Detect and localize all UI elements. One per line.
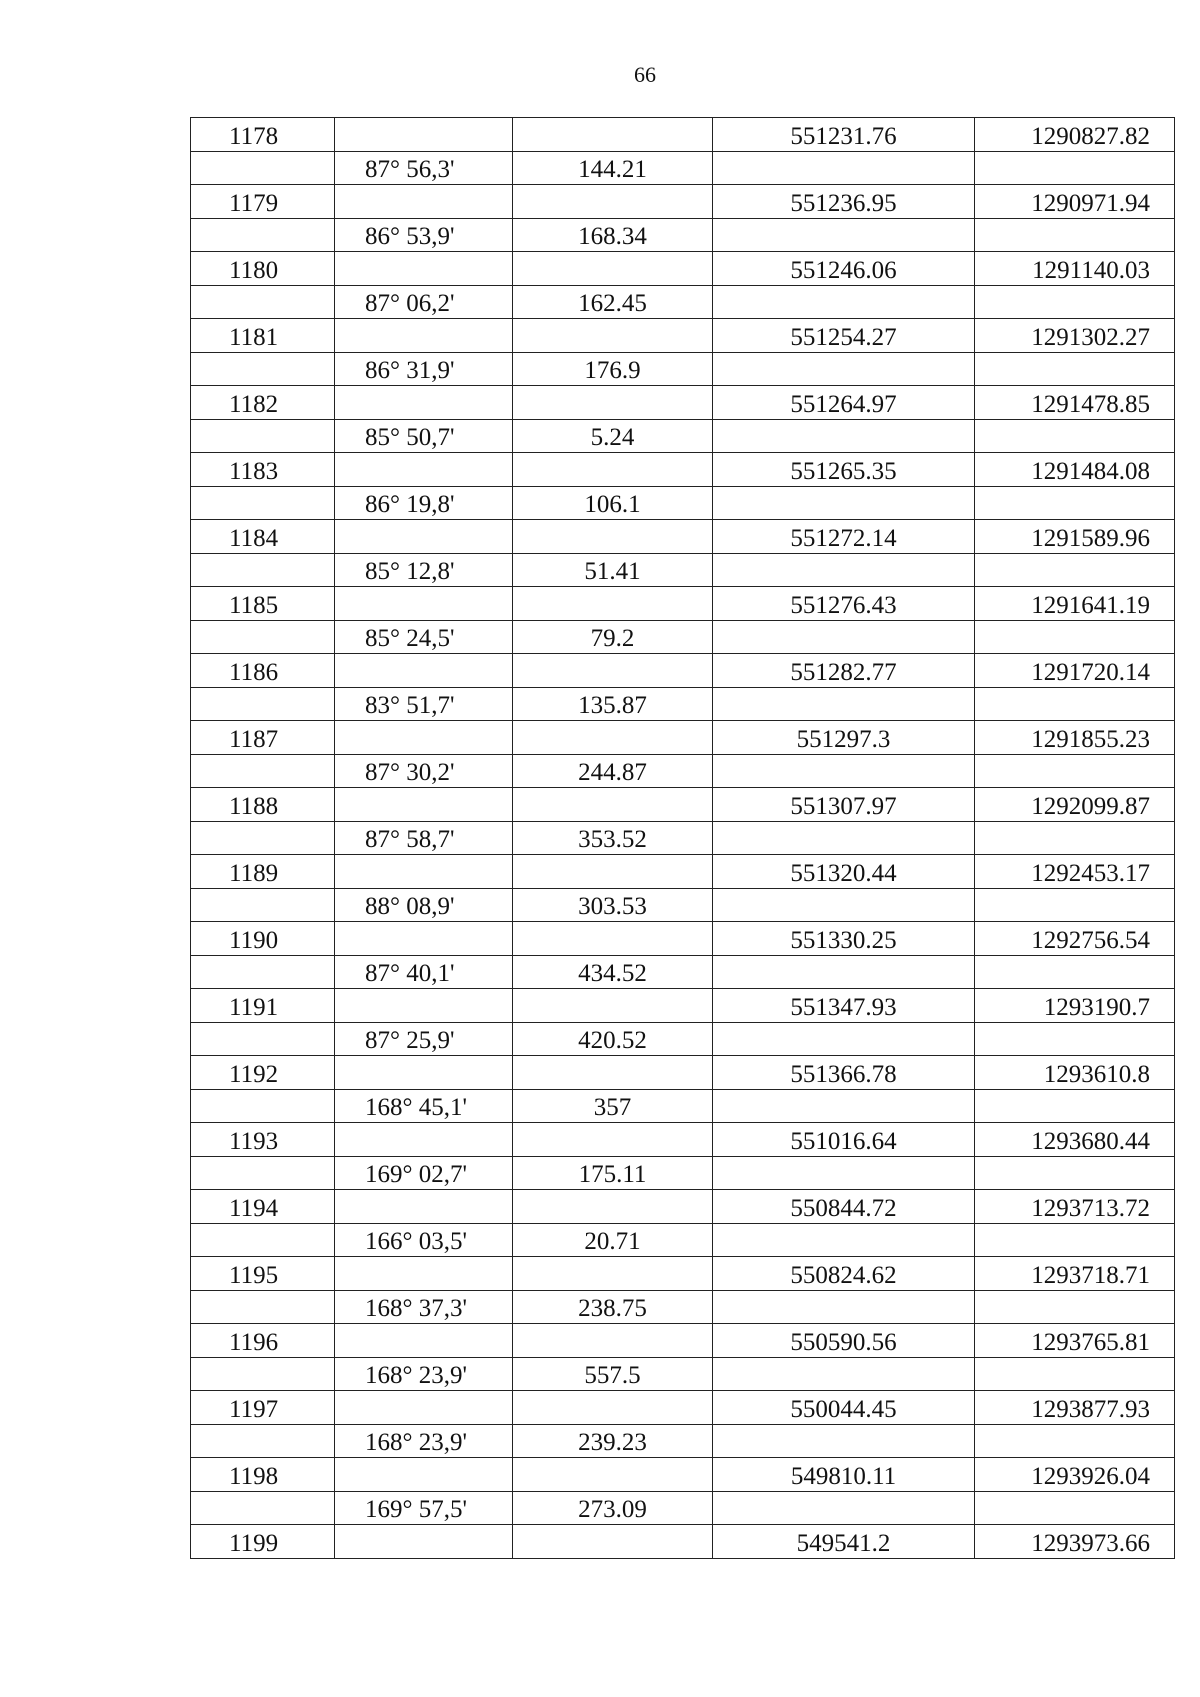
point-id-cell: 1178 — [191, 118, 335, 152]
empty-cell — [713, 553, 975, 587]
empty-cell — [191, 553, 335, 587]
empty-cell — [191, 1223, 335, 1257]
empty-cell — [191, 419, 335, 453]
empty-cell — [335, 185, 513, 219]
coordinates-table — [190, 117, 1175, 1559]
length-cell: 20.71 — [513, 1223, 713, 1257]
point-id-cell: 1182 — [191, 386, 335, 420]
y-coordinate-cell: 1293190.7 — [975, 989, 1175, 1023]
empty-cell — [335, 788, 513, 822]
segment-row — [191, 888, 1175, 922]
y-coordinate-cell: 1291855.23 — [975, 721, 1175, 755]
length-cell: 244.87 — [513, 754, 713, 788]
x-coordinate-cell: 549810.11 — [713, 1458, 975, 1492]
empty-cell — [975, 1357, 1175, 1391]
empty-cell — [975, 1290, 1175, 1324]
empty-cell — [975, 955, 1175, 989]
y-coordinate-cell: 1290971.94 — [975, 185, 1175, 219]
segment-row — [191, 285, 1175, 319]
empty-cell — [513, 1257, 713, 1291]
direction-angle-cell: 85° 24,5' — [335, 620, 513, 654]
point-id-cell: 1190 — [191, 922, 335, 956]
point-id-cell: 1181 — [191, 319, 335, 353]
x-coordinate-cell: 551320.44 — [713, 855, 975, 889]
empty-cell — [513, 185, 713, 219]
x-coordinate-cell: 551231.76 — [713, 118, 975, 152]
x-coordinate-cell: 551016.64 — [713, 1123, 975, 1157]
y-coordinate-cell: 1293973.66 — [975, 1525, 1175, 1559]
empty-cell — [335, 989, 513, 1023]
empty-cell — [191, 754, 335, 788]
point-row — [191, 855, 1175, 889]
empty-cell — [335, 654, 513, 688]
direction-angle-cell: 168° 45,1' — [335, 1089, 513, 1123]
empty-cell — [191, 1290, 335, 1324]
empty-cell — [513, 721, 713, 755]
direction-angle-cell: 168° 23,9' — [335, 1424, 513, 1458]
empty-cell — [335, 319, 513, 353]
empty-cell — [975, 419, 1175, 453]
empty-cell — [513, 587, 713, 621]
direction-angle-cell: 83° 51,7' — [335, 687, 513, 721]
empty-cell — [513, 788, 713, 822]
point-row — [191, 1257, 1175, 1291]
direction-angle-cell: 169° 57,5' — [335, 1491, 513, 1525]
empty-cell — [975, 888, 1175, 922]
empty-cell — [713, 620, 975, 654]
empty-cell — [191, 955, 335, 989]
empty-cell — [975, 151, 1175, 185]
empty-cell — [335, 1123, 513, 1157]
empty-cell — [713, 955, 975, 989]
x-coordinate-cell: 551282.77 — [713, 654, 975, 688]
length-cell: 239.23 — [513, 1424, 713, 1458]
empty-cell — [975, 1223, 1175, 1257]
x-coordinate-cell: 549541.2 — [713, 1525, 975, 1559]
empty-cell — [713, 687, 975, 721]
empty-cell — [975, 218, 1175, 252]
empty-cell — [335, 1458, 513, 1492]
direction-angle-cell: 88° 08,9' — [335, 888, 513, 922]
empty-cell — [975, 687, 1175, 721]
direction-angle-cell: 168° 23,9' — [335, 1357, 513, 1391]
empty-cell — [513, 453, 713, 487]
point-id-cell: 1195 — [191, 1257, 335, 1291]
point-row — [191, 1525, 1175, 1559]
empty-cell — [191, 687, 335, 721]
point-id-cell: 1192 — [191, 1056, 335, 1090]
segment-row — [191, 553, 1175, 587]
y-coordinate-cell: 1293713.72 — [975, 1190, 1175, 1224]
empty-cell — [513, 1391, 713, 1425]
empty-cell — [191, 1089, 335, 1123]
empty-cell — [713, 218, 975, 252]
direction-angle-cell: 86° 53,9' — [335, 218, 513, 252]
point-row — [191, 118, 1175, 152]
segment-row — [191, 955, 1175, 989]
empty-cell — [975, 754, 1175, 788]
empty-cell — [191, 285, 335, 319]
segment-row — [191, 1424, 1175, 1458]
y-coordinate-cell: 1293877.93 — [975, 1391, 1175, 1425]
point-id-cell: 1180 — [191, 252, 335, 286]
empty-cell — [191, 1491, 335, 1525]
length-cell: 273.09 — [513, 1491, 713, 1525]
coordinates-table-body — [191, 118, 1175, 1559]
direction-angle-cell: 86° 31,9' — [335, 352, 513, 386]
empty-cell — [513, 1056, 713, 1090]
y-coordinate-cell: 1291140.03 — [975, 252, 1175, 286]
empty-cell — [713, 285, 975, 319]
point-row — [191, 1190, 1175, 1224]
empty-cell — [191, 888, 335, 922]
x-coordinate-cell: 551276.43 — [713, 587, 975, 621]
length-cell: 353.52 — [513, 821, 713, 855]
empty-cell — [713, 1022, 975, 1056]
empty-cell — [335, 252, 513, 286]
empty-cell — [513, 118, 713, 152]
empty-cell — [191, 1156, 335, 1190]
length-cell: 162.45 — [513, 285, 713, 319]
x-coordinate-cell: 550590.56 — [713, 1324, 975, 1358]
point-row — [191, 1458, 1175, 1492]
x-coordinate-cell: 551264.97 — [713, 386, 975, 420]
length-cell: 238.75 — [513, 1290, 713, 1324]
empty-cell — [975, 285, 1175, 319]
y-coordinate-cell: 1292756.54 — [975, 922, 1175, 956]
y-coordinate-cell: 1293718.71 — [975, 1257, 1175, 1291]
empty-cell — [513, 855, 713, 889]
point-row — [191, 1056, 1175, 1090]
direction-angle-cell: 168° 37,3' — [335, 1290, 513, 1324]
point-row — [191, 721, 1175, 755]
empty-cell — [713, 1424, 975, 1458]
point-row — [191, 185, 1175, 219]
empty-cell — [975, 553, 1175, 587]
segment-row — [191, 352, 1175, 386]
segment-row — [191, 486, 1175, 520]
empty-cell — [513, 1190, 713, 1224]
empty-cell — [975, 821, 1175, 855]
length-cell: 5.24 — [513, 419, 713, 453]
point-id-cell: 1191 — [191, 989, 335, 1023]
direction-angle-cell: 87° 06,2' — [335, 285, 513, 319]
empty-cell — [191, 1424, 335, 1458]
empty-cell — [513, 386, 713, 420]
y-coordinate-cell: 1291589.96 — [975, 520, 1175, 554]
point-id-cell: 1183 — [191, 453, 335, 487]
length-cell: 144.21 — [513, 151, 713, 185]
empty-cell — [335, 1056, 513, 1090]
y-coordinate-cell: 1293765.81 — [975, 1324, 1175, 1358]
x-coordinate-cell: 551366.78 — [713, 1056, 975, 1090]
empty-cell — [975, 1424, 1175, 1458]
x-coordinate-cell: 551246.06 — [713, 252, 975, 286]
length-cell: 168.34 — [513, 218, 713, 252]
y-coordinate-cell: 1290827.82 — [975, 118, 1175, 152]
empty-cell — [713, 419, 975, 453]
point-id-cell: 1189 — [191, 855, 335, 889]
x-coordinate-cell: 551330.25 — [713, 922, 975, 956]
length-cell: 434.52 — [513, 955, 713, 989]
empty-cell — [713, 888, 975, 922]
direction-angle-cell: 85° 12,8' — [335, 553, 513, 587]
length-cell: 420.52 — [513, 1022, 713, 1056]
empty-cell — [975, 1156, 1175, 1190]
empty-cell — [513, 319, 713, 353]
empty-cell — [713, 352, 975, 386]
point-id-cell: 1194 — [191, 1190, 335, 1224]
point-row — [191, 989, 1175, 1023]
empty-cell — [713, 821, 975, 855]
segment-row — [191, 151, 1175, 185]
empty-cell — [975, 486, 1175, 520]
point-id-cell: 1198 — [191, 1458, 335, 1492]
empty-cell — [191, 1022, 335, 1056]
length-cell: 557.5 — [513, 1357, 713, 1391]
empty-cell — [975, 620, 1175, 654]
empty-cell — [335, 1525, 513, 1559]
direction-angle-cell: 166° 03,5' — [335, 1223, 513, 1257]
direction-angle-cell: 87° 56,3' — [335, 151, 513, 185]
empty-cell — [513, 520, 713, 554]
empty-cell — [713, 1290, 975, 1324]
segment-row — [191, 218, 1175, 252]
direction-angle-cell: 87° 58,7' — [335, 821, 513, 855]
empty-cell — [713, 1156, 975, 1190]
empty-cell — [975, 1491, 1175, 1525]
direction-angle-cell: 85° 50,7' — [335, 419, 513, 453]
y-coordinate-cell: 1293610.8 — [975, 1056, 1175, 1090]
empty-cell — [335, 520, 513, 554]
empty-cell — [713, 486, 975, 520]
segment-row — [191, 1223, 1175, 1257]
y-coordinate-cell: 1291478.85 — [975, 386, 1175, 420]
point-id-cell: 1193 — [191, 1123, 335, 1157]
segment-row — [191, 1089, 1175, 1123]
length-cell: 357 — [513, 1089, 713, 1123]
empty-cell — [335, 1257, 513, 1291]
empty-cell — [335, 721, 513, 755]
x-coordinate-cell: 551347.93 — [713, 989, 975, 1023]
page-number: 66 — [634, 62, 656, 87]
empty-cell — [335, 1190, 513, 1224]
empty-cell — [191, 352, 335, 386]
length-cell: 79.2 — [513, 620, 713, 654]
x-coordinate-cell: 551254.27 — [713, 319, 975, 353]
x-coordinate-cell: 551272.14 — [713, 520, 975, 554]
empty-cell — [513, 252, 713, 286]
empty-cell — [713, 1491, 975, 1525]
segment-row — [191, 1022, 1175, 1056]
point-id-cell: 1184 — [191, 520, 335, 554]
y-coordinate-cell: 1293680.44 — [975, 1123, 1175, 1157]
direction-angle-cell: 86° 19,8' — [335, 486, 513, 520]
segment-row — [191, 754, 1175, 788]
direction-angle-cell: 169° 02,7' — [335, 1156, 513, 1190]
empty-cell — [335, 386, 513, 420]
y-coordinate-cell: 1293926.04 — [975, 1458, 1175, 1492]
point-id-cell: 1186 — [191, 654, 335, 688]
segment-row — [191, 1290, 1175, 1324]
x-coordinate-cell: 551236.95 — [713, 185, 975, 219]
empty-cell — [513, 922, 713, 956]
empty-cell — [713, 754, 975, 788]
point-id-cell: 1179 — [191, 185, 335, 219]
point-id-cell: 1188 — [191, 788, 335, 822]
empty-cell — [191, 821, 335, 855]
segment-row — [191, 1156, 1175, 1190]
empty-cell — [713, 1089, 975, 1123]
empty-cell — [335, 587, 513, 621]
empty-cell — [191, 1357, 335, 1391]
empty-cell — [513, 1123, 713, 1157]
empty-cell — [335, 855, 513, 889]
x-coordinate-cell: 550844.72 — [713, 1190, 975, 1224]
segment-row — [191, 687, 1175, 721]
point-row — [191, 319, 1175, 353]
point-row — [191, 386, 1175, 420]
length-cell: 135.87 — [513, 687, 713, 721]
x-coordinate-cell: 551307.97 — [713, 788, 975, 822]
point-row — [191, 1324, 1175, 1358]
length-cell: 176.9 — [513, 352, 713, 386]
empty-cell — [513, 1525, 713, 1559]
length-cell: 303.53 — [513, 888, 713, 922]
length-cell: 175.11 — [513, 1156, 713, 1190]
point-id-cell: 1196 — [191, 1324, 335, 1358]
y-coordinate-cell: 1291720.14 — [975, 654, 1175, 688]
segment-row — [191, 821, 1175, 855]
empty-cell — [513, 989, 713, 1023]
segment-row — [191, 1491, 1175, 1525]
x-coordinate-cell: 551265.35 — [713, 453, 975, 487]
point-id-cell: 1197 — [191, 1391, 335, 1425]
empty-cell — [975, 1089, 1175, 1123]
point-row — [191, 587, 1175, 621]
empty-cell — [335, 922, 513, 956]
empty-cell — [975, 1022, 1175, 1056]
length-cell: 51.41 — [513, 553, 713, 587]
empty-cell — [713, 1357, 975, 1391]
point-row — [191, 788, 1175, 822]
segment-row — [191, 419, 1175, 453]
segment-row — [191, 620, 1175, 654]
y-coordinate-cell: 1291484.08 — [975, 453, 1175, 487]
empty-cell — [713, 151, 975, 185]
empty-cell — [335, 1391, 513, 1425]
point-id-cell: 1185 — [191, 587, 335, 621]
direction-angle-cell: 87° 25,9' — [335, 1022, 513, 1056]
empty-cell — [191, 486, 335, 520]
y-coordinate-cell: 1292099.87 — [975, 788, 1175, 822]
point-row — [191, 252, 1175, 286]
point-row — [191, 922, 1175, 956]
empty-cell — [335, 1324, 513, 1358]
x-coordinate-cell: 551297.3 — [713, 721, 975, 755]
segment-row — [191, 1357, 1175, 1391]
empty-cell — [713, 1223, 975, 1257]
direction-angle-cell: 87° 30,2' — [335, 754, 513, 788]
point-row — [191, 1123, 1175, 1157]
y-coordinate-cell: 1292453.17 — [975, 855, 1175, 889]
empty-cell — [513, 1458, 713, 1492]
x-coordinate-cell: 550044.45 — [713, 1391, 975, 1425]
point-id-cell: 1187 — [191, 721, 335, 755]
x-coordinate-cell: 550824.62 — [713, 1257, 975, 1291]
point-row — [191, 654, 1175, 688]
empty-cell — [335, 453, 513, 487]
direction-angle-cell: 87° 40,1' — [335, 955, 513, 989]
point-id-cell: 1199 — [191, 1525, 335, 1559]
empty-cell — [191, 620, 335, 654]
length-cell: 106.1 — [513, 486, 713, 520]
empty-cell — [513, 654, 713, 688]
y-coordinate-cell: 1291302.27 — [975, 319, 1175, 353]
y-coordinate-cell: 1291641.19 — [975, 587, 1175, 621]
point-row — [191, 520, 1175, 554]
empty-cell — [975, 352, 1175, 386]
point-row — [191, 1391, 1175, 1425]
empty-cell — [191, 218, 335, 252]
empty-cell — [513, 1324, 713, 1358]
empty-cell — [335, 118, 513, 152]
point-row — [191, 453, 1175, 487]
empty-cell — [191, 151, 335, 185]
